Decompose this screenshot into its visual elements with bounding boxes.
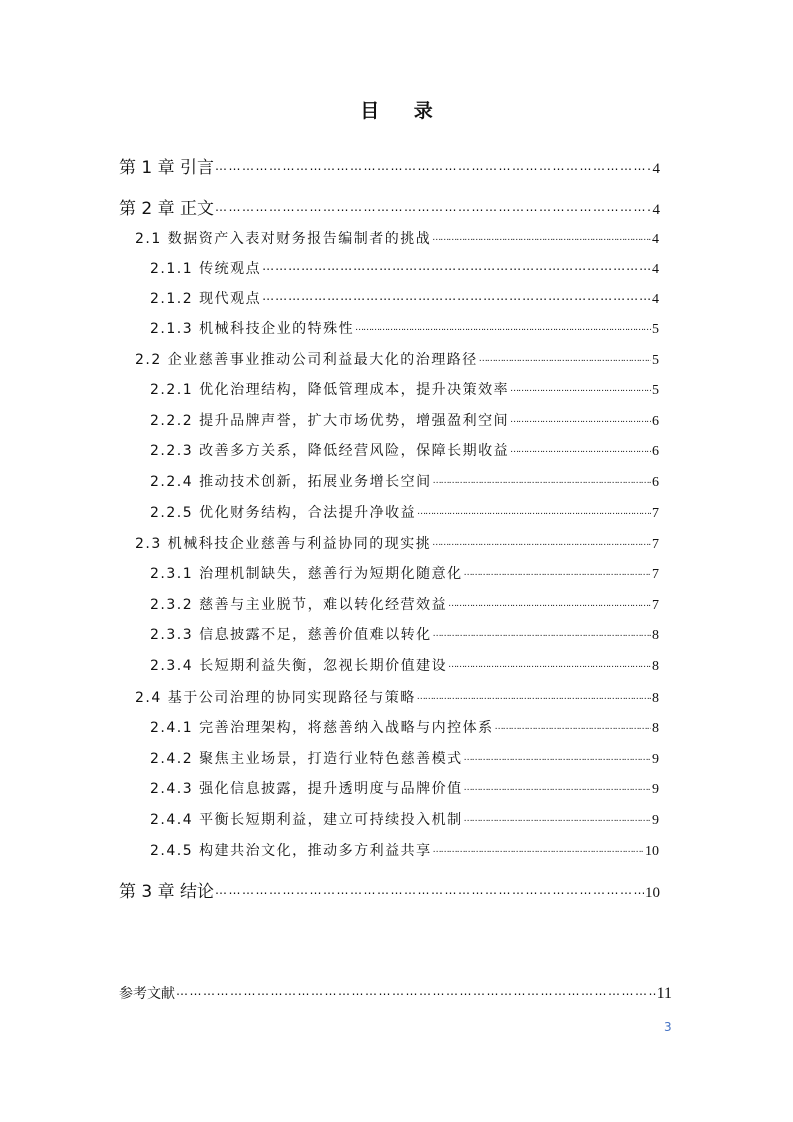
toc-entry-label: 2.2.5 优化财务结构，合法提升净收益 xyxy=(150,505,417,521)
dot-leader xyxy=(464,564,651,578)
toc-entry-section-2-2-2[interactable] xyxy=(150,410,659,430)
toc-entry-page: 8 xyxy=(652,721,659,736)
toc-entry-section-2-3-2[interactable] xyxy=(150,594,659,614)
toc-entry-section-2-2-3[interactable] xyxy=(150,440,659,460)
toc-entry-page: 5 xyxy=(652,353,659,368)
dot-leader xyxy=(510,411,651,425)
toc-entry-section-2-1-1[interactable] xyxy=(150,258,659,278)
toc-entry-label: 2.1.2 现代观点 xyxy=(150,291,262,307)
dot-leader xyxy=(510,441,651,455)
toc-entry-references[interactable] xyxy=(119,983,672,1003)
toc-entry-label: 2.2 企业慈善事业推动公司利益最大化的治理路径 xyxy=(135,352,478,368)
toc-entry-label: 第 3 章 结论 xyxy=(119,882,215,902)
dot-leader xyxy=(262,289,651,303)
toc-entry-page: 6 xyxy=(652,414,659,429)
dot-leader xyxy=(479,350,651,364)
toc-entry-label: 2.4.4 平衡长短期利益，建立可持续投入机制 xyxy=(150,812,463,828)
toc-entry-section-2-4-5[interactable] xyxy=(150,840,659,860)
dot-leader xyxy=(215,156,651,173)
toc-entry-label: 2.3.1 治理机制缺失，慈善行为短期化随意化 xyxy=(150,566,463,582)
toc-entry-chapter-2[interactable] xyxy=(119,194,660,219)
toc-entry-page: 4 xyxy=(652,202,660,218)
toc-entry-label: 2.4.1 完善治理架构，将慈善纳入战略与内控体系 xyxy=(150,720,494,736)
toc-entry-page: 4 xyxy=(652,161,660,177)
dot-leader xyxy=(464,810,651,824)
toc-entry-page: 6 xyxy=(652,475,659,490)
dot-leader xyxy=(433,841,644,855)
toc-entry-section-2-3[interactable] xyxy=(135,533,659,553)
toc-entry-label: 2.1.1 传统观点 xyxy=(150,261,262,277)
toc-entry-page: 7 xyxy=(652,506,659,521)
toc-entry-label: 2.4.2 聚焦主业场景，打造行业特色慈善模式 xyxy=(150,751,463,767)
toc-entry-section-2-2-1[interactable] xyxy=(150,379,659,399)
toc-entry-page: 6 xyxy=(652,444,659,459)
toc-entry-page: 9 xyxy=(652,813,659,828)
dot-leader xyxy=(176,984,656,998)
toc-entry-section-2-3-4[interactable] xyxy=(150,655,659,675)
dot-leader xyxy=(464,779,651,793)
toc-entry-section-2-1[interactable] xyxy=(135,228,659,248)
toc-entry-section-2-1-3[interactable] xyxy=(150,318,659,338)
toc-entry-page: 4 xyxy=(652,232,659,247)
toc-entry-section-2-4-2[interactable] xyxy=(150,748,659,768)
dot-leader xyxy=(433,625,651,639)
toc-entry-label: 参考文献 xyxy=(119,986,175,1002)
dot-leader xyxy=(262,259,651,273)
toc-entry-label: 2.3.3 信息披露不足，慈善价值难以转化 xyxy=(150,627,432,643)
dot-leader xyxy=(448,595,651,609)
toc-entry-page: 4 xyxy=(652,262,659,277)
toc-entry-section-2-4[interactable] xyxy=(135,687,659,707)
toc-entry-label: 2.3.4 长短期利益失衡，忽视长期价值建设 xyxy=(150,658,448,674)
toc-entry-page: 7 xyxy=(652,537,659,552)
toc-entry-section-2-3-1[interactable] xyxy=(150,563,659,583)
toc-entry-section-2-2[interactable] xyxy=(135,349,659,369)
toc-entry-section-2-2-5[interactable] xyxy=(150,502,659,522)
dot-leader xyxy=(432,229,651,243)
toc-entry-label: 2.3 机械科技企业慈善与利益协同的现实挑 xyxy=(135,536,432,552)
toc-entry-page: 7 xyxy=(652,598,659,613)
toc-entry-label: 第 1 章 引言 xyxy=(119,158,215,178)
toc-entry-label: 2.3.2 慈善与主业脱节，难以转化经营效益 xyxy=(150,597,448,613)
toc-entry-label: 2.4.5 构建共治文化，推动多方利益共享 xyxy=(150,843,432,859)
toc-entry-page: 8 xyxy=(652,691,659,706)
toc-entry-page: 8 xyxy=(652,659,659,674)
dot-leader xyxy=(215,197,651,214)
toc-entry-label: 2.1 数据资产入表对财务报告编制者的挑战 xyxy=(135,231,432,247)
toc-entry-chapter-1[interactable] xyxy=(119,153,660,178)
toc-entry-label: 第 2 章 正文 xyxy=(119,199,215,219)
toc-entry-section-2-4-3[interactable] xyxy=(150,778,659,798)
dot-leader xyxy=(417,503,651,517)
toc-entry-page: 11 xyxy=(656,985,672,1002)
toc-entry-label: 2.1.3 机械科技企业的特殊性 xyxy=(150,321,355,337)
dot-leader xyxy=(417,688,651,702)
toc-entry-page: 5 xyxy=(652,383,659,398)
toc-entry-label: 2.2.1 优化治理结构，降低管理成本，提升决策效率 xyxy=(150,382,510,398)
dot-leader xyxy=(448,656,651,670)
toc-title: 目 录 xyxy=(360,100,447,122)
footer-page-number: 3 xyxy=(664,1020,672,1034)
toc-entry-section-2-2-4[interactable] xyxy=(150,471,659,491)
dot-leader xyxy=(495,718,651,732)
toc-entry-section-2-1-2[interactable] xyxy=(150,288,659,308)
toc-entry-page: 9 xyxy=(652,782,659,797)
toc-entry-label: 2.2.4 推动技术创新，拓展业务增长空间 xyxy=(150,474,432,490)
toc-entry-section-2-4-4[interactable] xyxy=(150,809,659,829)
toc-entry-label: 2.4 基于公司治理的协同实现路径与策略 xyxy=(135,690,416,706)
toc-entry-section-2-3-3[interactable] xyxy=(150,624,659,644)
toc-entry-page: 8 xyxy=(652,628,659,643)
dot-leader xyxy=(355,319,651,333)
dot-leader xyxy=(215,880,644,897)
dot-leader xyxy=(464,749,651,763)
dot-leader xyxy=(510,380,651,394)
toc-entry-page: 10 xyxy=(645,885,660,901)
toc-entry-label: 2.4.3 强化信息披露，提升透明度与品牌价值 xyxy=(150,781,463,797)
toc-entry-page: 10 xyxy=(645,844,659,859)
toc-entry-page: 4 xyxy=(652,292,659,307)
toc-entry-section-2-4-1[interactable] xyxy=(150,717,659,737)
toc-entry-page: 7 xyxy=(652,567,659,582)
dot-leader xyxy=(433,472,651,486)
dot-leader xyxy=(432,534,651,548)
toc-entry-label: 2.2.3 改善多方关系，降低经营风险，保障长期收益 xyxy=(150,443,510,459)
toc-entry-page: 5 xyxy=(652,322,659,337)
toc-entry-label: 2.2.2 提升品牌声誉，扩大市场优势，增强盈利空间 xyxy=(150,413,510,429)
toc-entry-page: 9 xyxy=(652,752,659,767)
toc-entry-chapter-3[interactable] xyxy=(119,877,660,902)
